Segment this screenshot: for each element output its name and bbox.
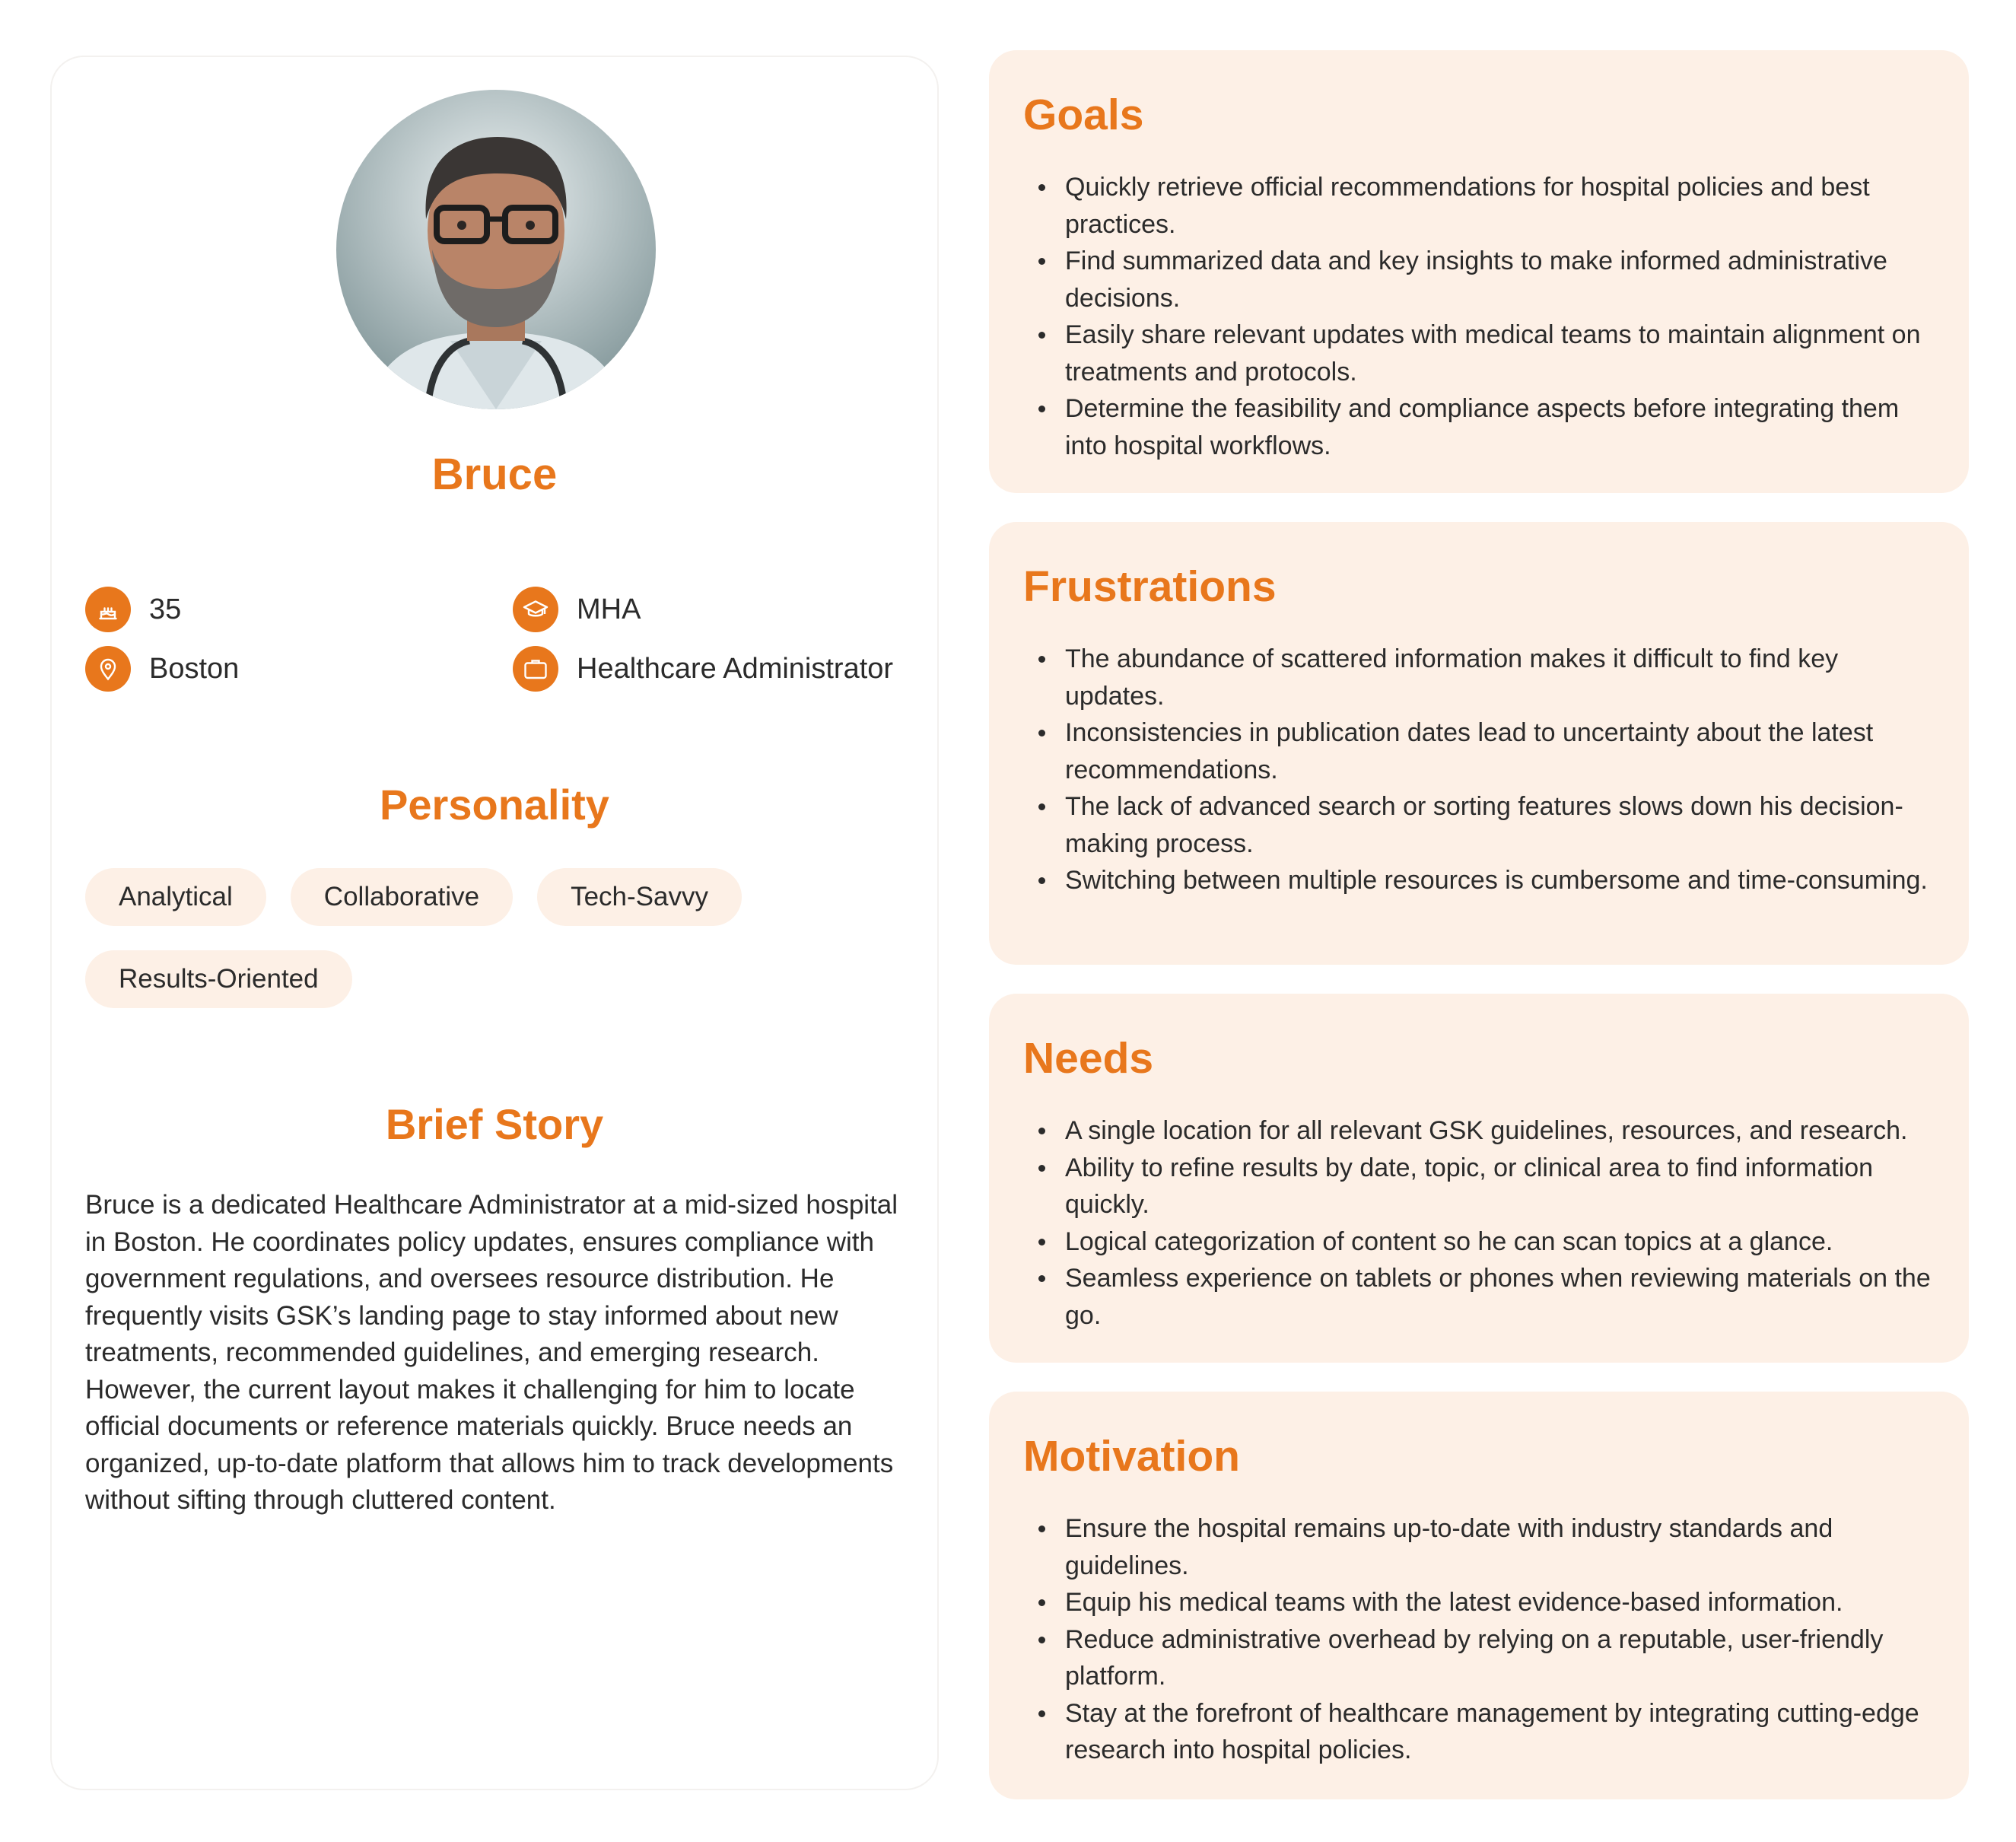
fact-education [513, 587, 641, 632]
fact-occupation [513, 646, 893, 692]
fact-age [85, 587, 181, 632]
profile-photo [336, 90, 656, 409]
trait-chip: Results-Oriented [85, 950, 352, 1008]
age-value: 35 [149, 593, 182, 625]
personality-traits [85, 868, 846, 1008]
motivation-panel [989, 1392, 1969, 1799]
avatar [336, 90, 656, 409]
list-item: Ability to refine results by date, topic, or clinical area to find information quickly. [1023, 1150, 1938, 1223]
list-item: Seamless experience on tablets or phones when reviewing materials on the go. [1023, 1260, 1938, 1334]
list-item: Logical categorization of content so he can scan topics at a glance. [1023, 1223, 1938, 1261]
list-item: A single location for all relevant GSK guidelines, resources, and research. [1023, 1112, 1938, 1150]
goals-panel [989, 50, 1969, 493]
list-item: Inconsistencies in publication dates lead to uncertainty about the latest recommendations. [1023, 714, 1938, 788]
frustrations-list [1023, 641, 1938, 899]
location-value: Boston [149, 652, 240, 685]
needs-list [1023, 1112, 1938, 1334]
list-item: Switching between multiple resources is cumbersome and time-consuming. [1023, 862, 1938, 899]
trait-chip: Tech-Savvy [537, 868, 742, 926]
graduation-cap-icon [513, 587, 558, 632]
trait-chip: Collaborative [291, 868, 513, 926]
person-name: Bruce [431, 450, 558, 499]
story-text: Bruce is a dedicated Healthcare Administrator at a mid-sized hospital in Boston. He coordinates policy updates, ensures compliance with government regulations, and oversees resource distribution. He frequently visits GSK’s landing page to stay informed about new treatments, recommended guidelines, and emerging research. However, the current layout makes it challenging for him to locate official documents or reference materials quickly. Bruce needs an organized, up-to-date platform that allows him to track developments without sifting through cluttered content. [85, 1190, 898, 1515]
list-item: The lack of advanced search or sorting features slows down his decision-making process. [1023, 788, 1938, 862]
motivation-title: Motivation [1023, 1432, 1240, 1481]
birthday-cake-icon [85, 587, 131, 632]
story-heading: Brief Story [385, 1100, 604, 1148]
list-item: Ensure the hospital remains up-to-date with industry standards and guidelines. [1023, 1510, 1938, 1584]
goals-list [1023, 169, 1938, 464]
education-value: MHA [577, 593, 641, 625]
list-item: Quickly retrieve official recommendations for hospital policies and best practices. [1023, 169, 1938, 243]
list-item: Easily share relevant updates with medical teams to maintain alignment on treatments and protocols. [1023, 317, 1938, 390]
list-item: Reduce administrative overhead by relying on a reputable, user-friendly platform. [1023, 1621, 1938, 1695]
occupation-value: Healthcare Administrator [577, 652, 894, 685]
list-item: Equip his medical teams with the latest evidence-based information. [1023, 1584, 1938, 1621]
goals-title: Goals [1023, 91, 1144, 139]
list-item: Stay at the forefront of healthcare management by integrating cutting-edge research into hospital policies. [1023, 1695, 1938, 1769]
map-pin-icon [85, 646, 131, 692]
frustrations-title: Frustrations [1023, 562, 1277, 611]
needs-panel [989, 994, 1969, 1363]
briefcase-icon [513, 646, 558, 692]
trait-chip: Analytical [85, 868, 266, 926]
list-item: Find summarized data and key insights to make informed administrative decisions. [1023, 243, 1938, 317]
fact-location [85, 646, 239, 692]
needs-title: Needs [1023, 1034, 1154, 1083]
profile-card [50, 56, 939, 1790]
motivation-list [1023, 1510, 1938, 1769]
list-item: The abundance of scattered information makes it difficult to find key updates. [1023, 641, 1938, 714]
personality-heading: Personality [380, 781, 609, 829]
frustrations-panel [989, 522, 1969, 965]
list-item: Determine the feasibility and compliance aspects before integrating them into hospital workflows. [1023, 390, 1938, 464]
